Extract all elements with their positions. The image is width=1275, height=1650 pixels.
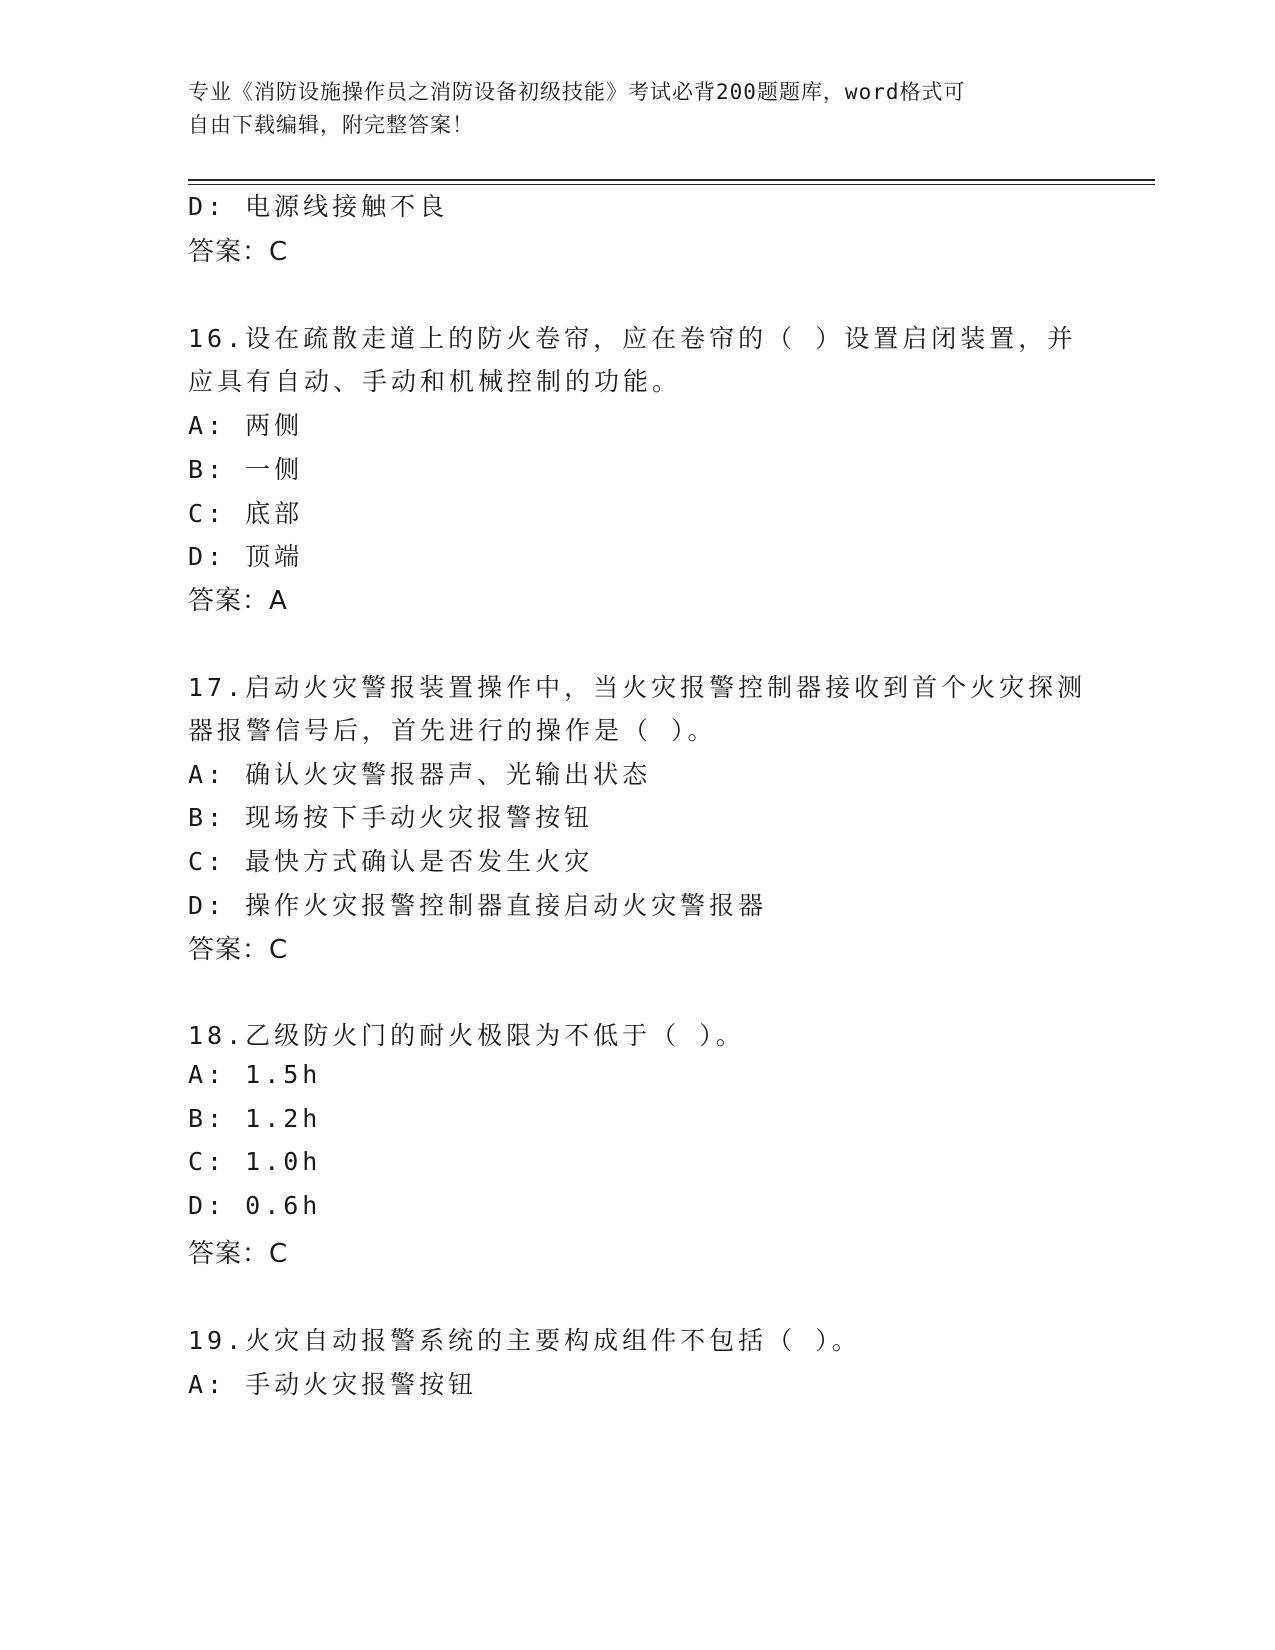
q17-stem-line-1: 17.启动火灾警报装置操作中，当火灾报警控制器接收到首个火灾探测 [188, 673, 1087, 702]
header-line-2: 自由下载编辑，附完整答案！ [188, 113, 474, 137]
q17-stem-line-2: 器报警信号后，首先进行的操作是（ ）。 [188, 716, 717, 745]
q17-option-c: C: 最快方式确认是否发生火灾 [188, 847, 594, 876]
page-header [188, 76, 1088, 142]
header-divider-thick [188, 179, 1155, 181]
q19-stem-line-1: 19.火灾自动报警系统的主要构成组件不包括（ ）。 [188, 1326, 861, 1355]
q18-stem-line-1: 18.乙级防火门的耐火极限为不低于（ ）。 [188, 1021, 745, 1050]
q18-option-d: D: 0.6h [188, 1191, 322, 1220]
q18-option-c: C: 1.0h [188, 1147, 322, 1176]
q17-option-a: A: 确认火灾警报器声、光输出状态 [188, 760, 652, 789]
q16-option-c: C: 底部 [188, 499, 304, 528]
prev-option-d: D: 电源线接触不良 [188, 192, 449, 221]
q17-option-d: D: 操作火灾报警控制器直接启动火灾警报器 [188, 891, 768, 920]
q18-option-b: B: 1.2h [188, 1104, 322, 1133]
header-divider-thin [188, 184, 1155, 185]
q16-stem-line-2: 应具有自动、手动和机械控制的功能。 [188, 367, 682, 396]
q16-option-a: A: 两侧 [188, 411, 304, 440]
q18-answer: 答案：C [188, 1239, 289, 1269]
q19-option-a: A: 手动火灾报警按钮 [188, 1370, 478, 1399]
q18-option-a: A: 1.5h [188, 1060, 322, 1089]
q16-option-b: B: 一侧 [188, 455, 304, 484]
q16-option-d: D: 顶端 [188, 542, 304, 571]
q17-option-b: B: 现场按下手动火灾报警按钮 [188, 803, 594, 832]
q16-stem-line-1: 16.设在疏散走道上的防火卷帘，应在卷帘的（ ）设置启闭装置，并 [188, 324, 1077, 353]
q17-answer: 答案：C [188, 935, 289, 965]
header-line-1: 专业《消防设施操作员之消防设备初级技能》考试必背200题题库，word格式可 [188, 80, 966, 104]
prev-answer: 答案：C [188, 237, 289, 267]
q16-answer: 答案：A [188, 586, 288, 616]
